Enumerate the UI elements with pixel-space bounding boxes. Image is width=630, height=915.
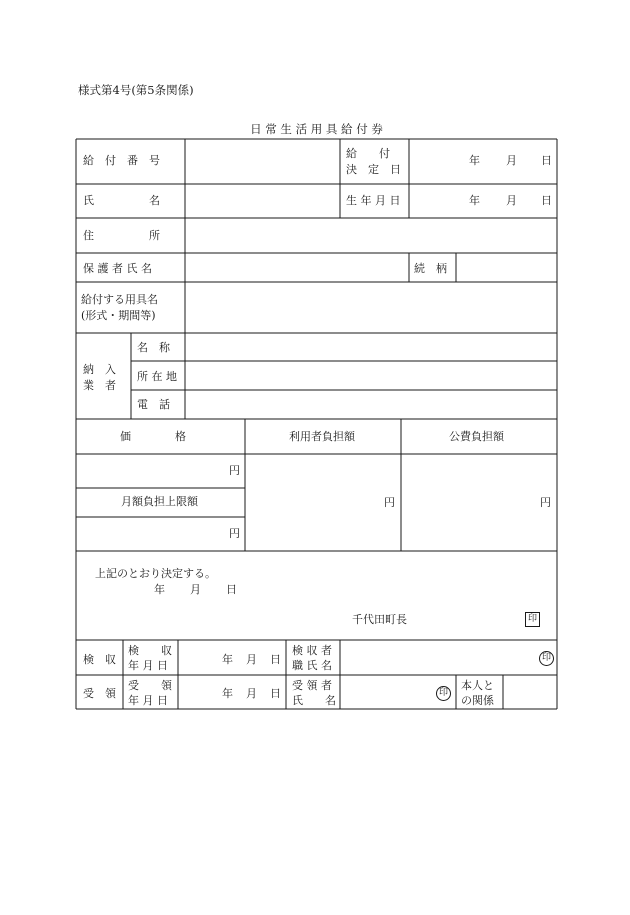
inspection-date-label-line1: 検 収 [128, 644, 172, 657]
monthly-limit-value[interactable] [79, 520, 222, 549]
price-yen-unit: 円 [229, 464, 240, 477]
decision-day-unit: 日 [541, 154, 552, 167]
decision-statement: 上記のとおり決定する。 [95, 567, 216, 580]
inspection-date-label-line2: 年 月 日 [128, 659, 168, 672]
receipt-date-label-line2: 年 月 日 [128, 694, 168, 707]
monthly-limit-label: 月額負担上限額 [121, 495, 198, 508]
user-burden-label: 利用者負担額 [289, 430, 355, 443]
inspection-label: 検 収 [83, 653, 116, 666]
form-title: 日 常 生 活 用 具 給 付 券 [250, 122, 383, 136]
recipient-label-line2: 氏 名 [292, 694, 336, 707]
user-burden-yen-unit: 円 [384, 496, 395, 509]
address-value[interactable] [188, 221, 554, 251]
decision-date-label-line2: 決 定 日 [346, 163, 401, 176]
public-burden-label: 公費負担額 [449, 430, 504, 443]
receipt-date-label-line1: 受 領 [128, 679, 172, 692]
kyufu-number-value[interactable] [188, 142, 337, 182]
vendor-phone-label: 電 話 [137, 398, 170, 411]
relation-label: 続 柄 [414, 262, 447, 275]
decision-year-unit: 年 [469, 154, 480, 167]
monthly-limit-yen-unit: 円 [229, 527, 240, 540]
issuer-title: 千代田町長 [352, 613, 407, 626]
kyufu-number-label: 給 付 番 号 [83, 154, 160, 167]
user-burden-value[interactable] [248, 457, 378, 549]
name-value[interactable] [188, 187, 337, 216]
inspector-value[interactable] [343, 643, 533, 673]
inspection-day-unit: 日 [270, 653, 281, 666]
inspection-month-unit: 月 [246, 653, 257, 666]
item-name-value[interactable] [188, 285, 554, 331]
vendor-name-value[interactable] [188, 336, 554, 359]
vendor-group-label-line2: 業 者 [83, 379, 116, 392]
receipt-month-unit: 月 [246, 687, 257, 700]
item-name-label-line1: 給付する用具名 [81, 293, 158, 306]
inspector-label-line1: 検 収 者 [292, 644, 332, 657]
recipient-label-line1: 受 領 者 [292, 679, 332, 692]
receipt-year-unit: 年 [222, 687, 233, 700]
form-number-header: 様式第4号(第5条関係) [78, 83, 194, 97]
vendor-phone-value[interactable] [188, 393, 554, 417]
recipient-value[interactable] [343, 678, 431, 707]
item-name-label-line2: (形式・期間等) [81, 309, 156, 322]
decision-statement-day-unit: 日 [226, 583, 237, 596]
issuer-seal-icon: 印 [525, 612, 540, 627]
birth-month-unit: 月 [506, 194, 517, 207]
birth-day-unit: 日 [541, 194, 552, 207]
birthdate-label: 生 年 月 日 [346, 194, 401, 207]
public-burden-value[interactable] [404, 457, 534, 549]
relation-to-person-label-line1: 本人と [461, 679, 494, 692]
price-label: 価 格 [120, 430, 186, 443]
inspector-label-line2: 職 氏 名 [292, 659, 332, 672]
receipt-label: 受 領 [83, 687, 116, 700]
price-value[interactable] [79, 457, 222, 486]
relation-value[interactable] [459, 256, 554, 280]
recipient-seal-icon: 印 [436, 686, 451, 701]
birth-year-unit: 年 [469, 194, 480, 207]
guardian-name-value[interactable] [188, 256, 406, 280]
vendor-location-label: 所 在 地 [137, 370, 177, 383]
address-label: 住 所 [83, 229, 160, 242]
public-burden-yen-unit: 円 [540, 496, 551, 509]
relation-to-person-label-line2: の関係 [461, 694, 494, 707]
vendor-name-label: 名 称 [137, 341, 170, 354]
vendor-location-value[interactable] [188, 364, 554, 388]
name-label: 氏 名 [83, 194, 160, 207]
guardian-name-label: 保 護 者 氏 名 [83, 262, 152, 275]
decision-statement-month-unit: 月 [190, 583, 201, 596]
relation-to-person-value[interactable] [506, 678, 554, 707]
inspector-seal-icon: 印 [539, 651, 554, 666]
decision-date-label-line1: 給 付 [346, 147, 390, 160]
decision-month-unit: 月 [506, 154, 517, 167]
vendor-group-label-line1: 納 入 [83, 363, 116, 376]
inspection-year-unit: 年 [222, 653, 233, 666]
decision-statement-year-unit: 年 [154, 583, 165, 596]
receipt-day-unit: 日 [270, 687, 281, 700]
